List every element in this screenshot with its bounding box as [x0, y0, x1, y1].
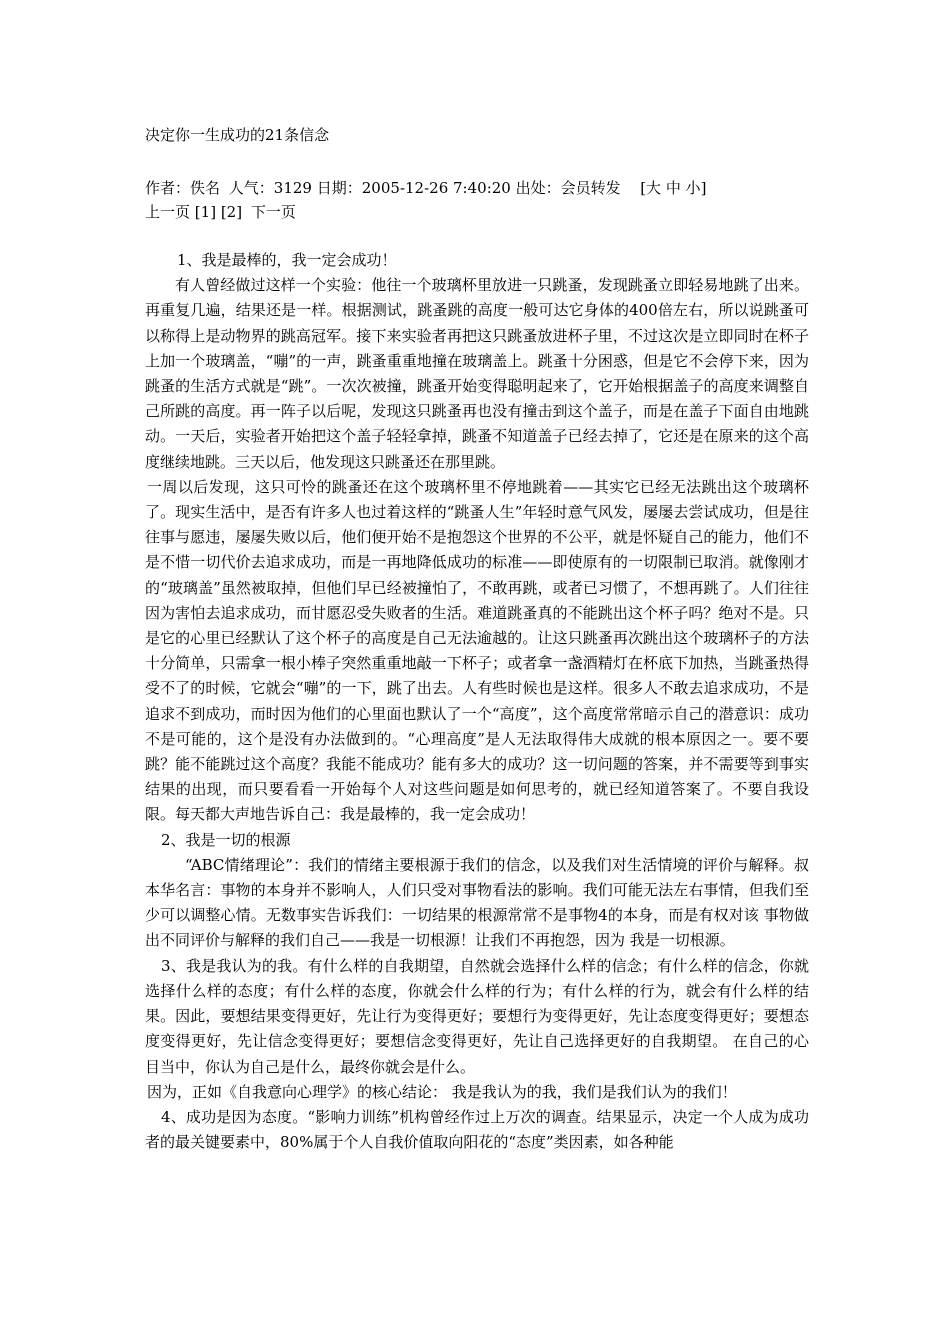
popularity-info: 人气：3129 [228, 179, 312, 197]
page-2-link[interactable]: [2] [220, 203, 243, 221]
paragraph: 3、我是我认为的我。有什么样的自我期望，自然就会选择什么样的信念；有什么样的信念，你就选择什么样的态度；有什么样的态度，你就会什么样的行为；有什么样的行为，就会有什么样的结果。因此，要想结果变得更好，先让行为变得更好；要想行为变得更好，先让态度变得更好；要想态度变得更好，先让信念变得更好；要想信念变得更好，先让自己选择更好的自我期望。 在自己的心目当中，你认为自己是什么，最终你就会是什么。 [145, 956, 809, 1076]
article-meta [145, 176, 706, 224]
paragraph: “ABC情绪理论”：我们的情绪主要根源于我们的信念，以及我们对生活情境的评价与解释。叔本华名言：事物的本身并不影响人，人们只受对事物看法的影响。我们可能无法左右事情，但我们至少可以调整心情。无数事实告诉我们：一切结果的根源常常不是事物4的本身，而是有权对该 事物做出不同评价与解释的我们自己——我是一切根源！让我们不再抱怨，因为 我是一切根源。 [145, 855, 809, 950]
meta-row [145, 176, 706, 200]
date-info: 日期：2005-12-26 7:40:20 [316, 179, 511, 197]
paragraph: 4、成功是因为态度。“影响力训练”机构曾经作过上万次的调查。结果显示，决定一个人成为成功者的最关键要素中，80%属于个人自我价值取向阳花的“态度”类因素，如各种能 [145, 1107, 809, 1152]
section-heading-1: 1、我是最棒的，我一定会成功！ [177, 251, 397, 269]
article-body [145, 248, 809, 1155]
font-size-control[interactable]: [大 中 小] [640, 179, 707, 197]
author-info: 作者：佚名 [145, 179, 221, 197]
paragraph: 一周以后发现，这只可怜的跳蚤还在这个玻璃杯里不停地跳着——其实它已经无法跳出这个玻璃杯了。现实生活中，是否有许多人也过着这样的“跳蚤人生”年轻时意气风发，屡屡去尝试成功，但是往往事与愿违，屡屡失败以后，他们便开始不是抱怨这个世界的不公平，就是怀疑自己的能力，他们不是不惜一切代价去追求成功，而是一再地降低成功的标准——即使原有的一切限制已取消。就像刚才的“玻璃盖”虽然被取掉，但他们早已经被撞怕了，不敢再跳，或者已习惯了，不想再跳了。人们往往因为害怕去追求成功，而甘愿忍受失败者的生活。难道跳蚤真的不能跳出这个杯子吗？绝对不是。只是它的心里已经默认了这个杯子的高度是自己无法逾越的。让这只跳蚤再次跳出这个玻璃杯子的方法十分简单，只需拿一根小棒子突然重重地敲一下杯子；或者拿一盏酒精灯在杯底下加热，当跳蚤热得受不了的时候，它就会“嘣”的一下，跳了出去。人有些时候也是这样。很多人不敢去追求成功，不是追求不到成功，而时因为他们的心里面也默认了一个“高度”，这个高度常常暗示自己的潜意识：成功不是可能的，这个是没有办法做到的。“心理高度”是人无法取得伟大成就的根本原因之一。要不要跳？能不能跳过这个高度？我能不能成功？能有多大的成功？这一切问题的答案，并不需要等到事实结果的出现，而只要看看一开始每个人对这些问题是如何思考的，就已经知道答案了。不要自我设限。每天都大声地告诉自己：我是最棒的，我一定会成功！ [145, 477, 809, 824]
source-info: 出处：会员转发 [515, 179, 621, 197]
section-heading-2: 2、我是一切的根源 [161, 830, 291, 849]
next-page-link[interactable]: 下一页 [250, 203, 296, 221]
pagination [145, 200, 706, 224]
article-title: 决定你一生成功的21条信念 [145, 126, 330, 144]
page-1-link[interactable]: [1] [194, 203, 217, 221]
paragraph: 有人曾经做过这样一个实验：他往一个玻璃杯里放进一只跳蚤，发现跳蚤立即轻易地跳了出来。再重复几遍，结果还是一样。根据测试，跳蚤跳的高度一般可达它身体的400倍左右，所以说跳蚤可以称得上是动物界的跳高冠军。接下来实验者再把这只跳蚤放进杯子里，不过这次是立即同时在杯子上加一个玻璃盖，“嘣”的一声，跳蚤重重地撞在玻璃盖上。跳蚤十分困惑，但是它不会停下来，因为跳蚤的生活方式就是“跳”。一次次被撞，跳蚤开始变得聪明起来了，它开始根据盖子的高度来调整自己所跳的高度。再一阵子以后呢，发现这只跳蚤再也没有撞击到这个盖子，而是在盖子下面自由地跳动。一天后，实验者开始把这个盖子轻轻拿掉，跳蚤不知道盖子已经去掉了，它还是在原来的这个高度继续地跳。三天以后，他发现这只跳蚤还在那里跳。 [145, 276, 809, 471]
paragraph: 因为，正如《自我意向心理学》的核心结论： 我是我认为的我，我们是我们认为的我们！ [147, 1082, 737, 1101]
prev-page-link[interactable]: 上一页 [145, 203, 191, 221]
